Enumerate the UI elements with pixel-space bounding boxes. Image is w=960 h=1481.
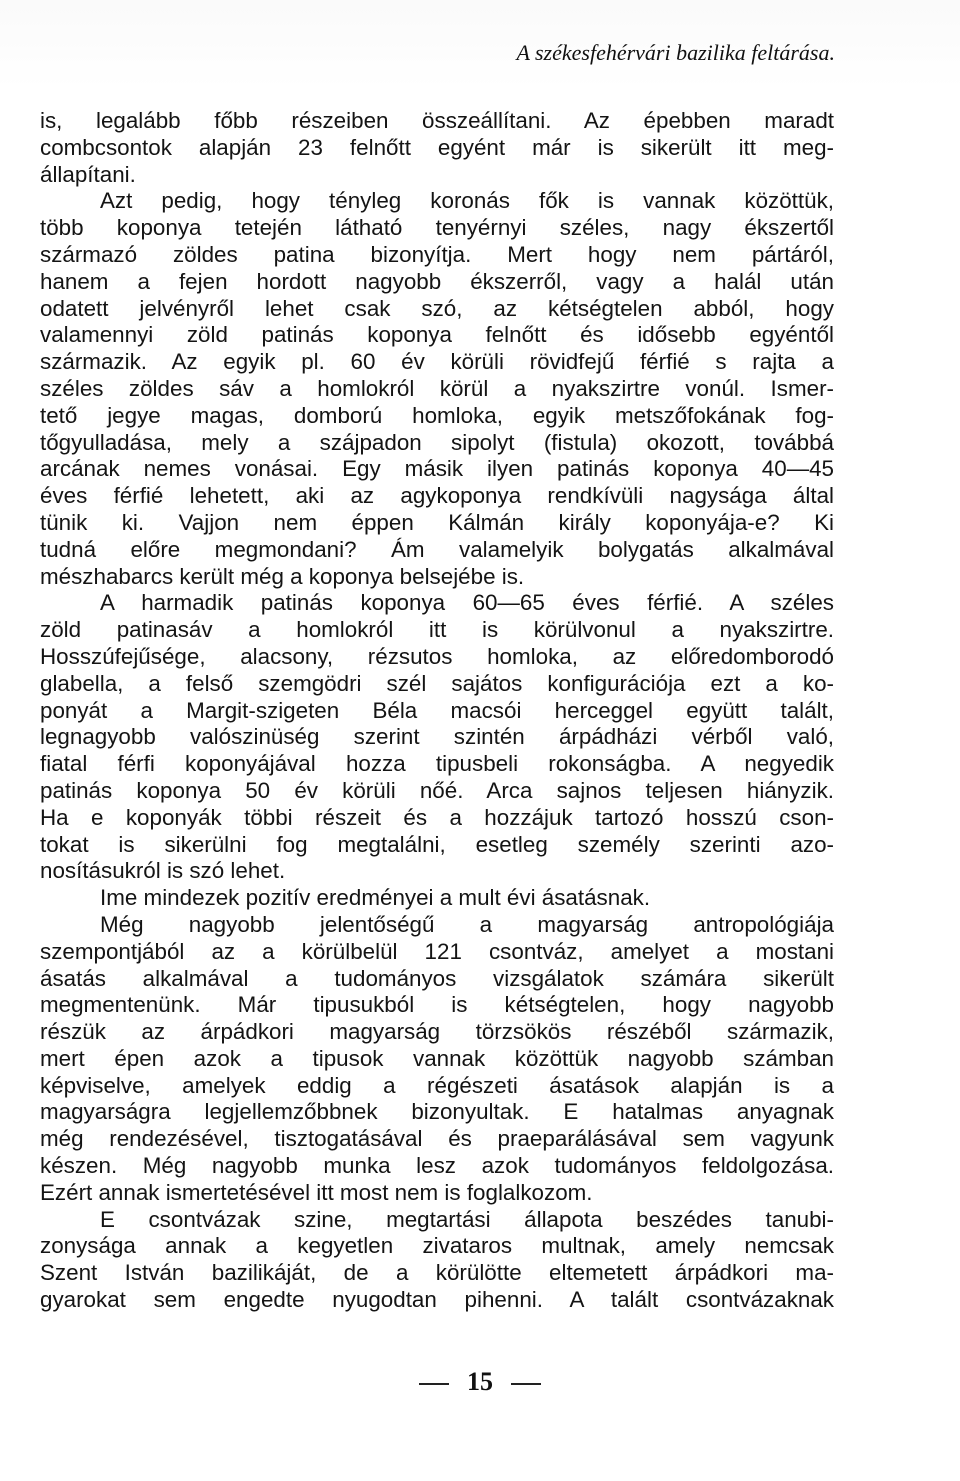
text-line: tudná előre megmondani? Ám valamelyik bolygatás alkalmával: [40, 536, 834, 562]
text-line: származó zöldes patina bizonyítja. Mert hogy nem pártáról,: [40, 241, 834, 267]
text-line: megmentenünk. Már tipusukból is kétségtelen, hogy nagyobb: [40, 992, 834, 1018]
text-line: Még nagyobb jelentőségű a magyarság antropológiája: [100, 911, 834, 937]
text-line: valamennyi zöld patinás koponya felnőtt és idősebb egyéntől: [40, 322, 834, 348]
text-line: arcának nemes vonásai. Egy másik ilyen patinás koponya 40—45: [40, 456, 834, 482]
text-line: tünik ki. Vajjon nem éppen Kálmán király koponyája-e? Ki: [40, 509, 834, 535]
text-line: képviselve, amelyek eddig a régészeti ásatások alapján is a: [40, 1072, 834, 1098]
text-line: tőgyulladása, mely a szájpadon sipolyt (fistula) okozott, továbbá: [40, 429, 834, 455]
text-line: még rendezésével, tisztogatásával és praeparálásával sem vagyunk: [40, 1126, 834, 1152]
text-line: Ezért annak ismertetésével itt most nem is foglalkozom.: [40, 1179, 593, 1205]
text-line: származik. Az egyik pl. 60 év körüli rövidfejű férfié s rajta a: [40, 349, 834, 375]
text-line: Szent István bazilikáját, de a körülötte eltemetett árpádkori ma-: [40, 1260, 834, 1286]
page-number: 15: [467, 1367, 493, 1396]
text-line: is, legalább főbb részeiben összeállítani. Az épebben maradt: [40, 108, 834, 133]
text-line: nosításukról is szó lehet.: [40, 858, 286, 884]
text-line: zöld patinasáv a homlokról itt is körülvonul a nyakszirtre.: [40, 617, 834, 643]
text-line: részük az árpádkori magyarság törzsökös részéből származik,: [40, 1019, 834, 1045]
text-line: odatett jelvényről lehet csak szó, az kétségtelen abból, hogy: [40, 295, 834, 321]
text-line: állapítani.: [40, 161, 136, 187]
text-line: széles zöldes sáv a homlokról körül a nyakszirtre vonúl. Ismer-: [40, 375, 834, 401]
text-line: legnagyobb valószinüség szerint szintén árpádházi vérből való,: [40, 724, 834, 750]
text-line: hanem a fejen hordott nagyobb ékszerről, vagy a halál után: [40, 268, 834, 294]
text-line: tető jegye magas, domború homloka, egyik metszőfokának fog-: [40, 402, 834, 428]
text-line: Ha e koponyák többi részeit és a hozzájuk tartozó hosszú cson-: [40, 804, 834, 830]
text-line: készen. Még nagyobb munka lesz azok tudományos feldolgozása.: [40, 1153, 834, 1179]
text-line: ponyát a Margit-szigeten Béla macsói herceggel együtt talált,: [40, 697, 834, 723]
folio-dash-right: [511, 1383, 541, 1385]
text-line: E csontvázak szine, megtartási állapota beszédes tanubi-: [100, 1206, 834, 1232]
text-line: patinás koponya 50 év körüli nőé. Arca sajnos teljesen hiányzik.: [40, 777, 834, 803]
text-line: A harmadik patinás koponya 60—65 éves férfié. A széles: [100, 590, 834, 616]
text-line: szempontjából az a körülbelül 121 csontváz, amelyet a mostani: [40, 938, 834, 964]
text-line: Azt pedig, hogy tényleg koronás fők is vannak közöttük,: [100, 188, 834, 214]
text-line: éves férfié lehetett, aki az agykoponya rendkívüli nagysága által: [40, 483, 834, 509]
text-line: Hosszúfejűsége, alacsony, rézsutos homloka, az előredomborodó: [40, 643, 834, 669]
text-line: fiatal férfi koponyájával hozza tipusbeli rokonságba. A negyedik: [40, 751, 834, 777]
text-line: mert épen azok a tipusok vannak közöttük nagyobb számban: [40, 1045, 834, 1071]
text-line: Ime mindezek pozitív eredményei a mult évi ásatásnak.: [100, 885, 651, 911]
text-line: zonysága annak a kegyetlen zivataros multnak, amely nemcsak: [40, 1233, 834, 1259]
text-line: több koponya tetején látható tenyérnyi széles, nagy ékszertől: [40, 215, 834, 241]
folio-dash-left: [419, 1383, 449, 1385]
text-line: magyarságra legjellemzőbbnek bizonyultak. E hatalmas anyagnak: [40, 1099, 834, 1125]
text-line: gyarokat sem engedte nyugodtan pihenni. A talált csontvázaknak: [40, 1287, 834, 1313]
body-text: [40, 108, 834, 1314]
text-line: glabella, a felső szemgödri szél sajátos konfigurációja ezt a ko-: [40, 670, 834, 696]
text-line: combcsontok alapján 23 felnőtt egyént már is sikerült itt meg-: [40, 134, 834, 160]
text-line: tokat is sikerülni fog megtalálni, esetleg személy szerinti azo-: [40, 831, 834, 857]
page-footer: [0, 1367, 960, 1397]
text-line: ásatás alkalmával a tudományos vizsgálatok számára sikerült: [40, 965, 834, 991]
text-line: mészhabarcs került még a koponya belsejébe is.: [40, 563, 525, 589]
running-head: A székesfehérvári bazilika feltárása.: [516, 40, 835, 65]
